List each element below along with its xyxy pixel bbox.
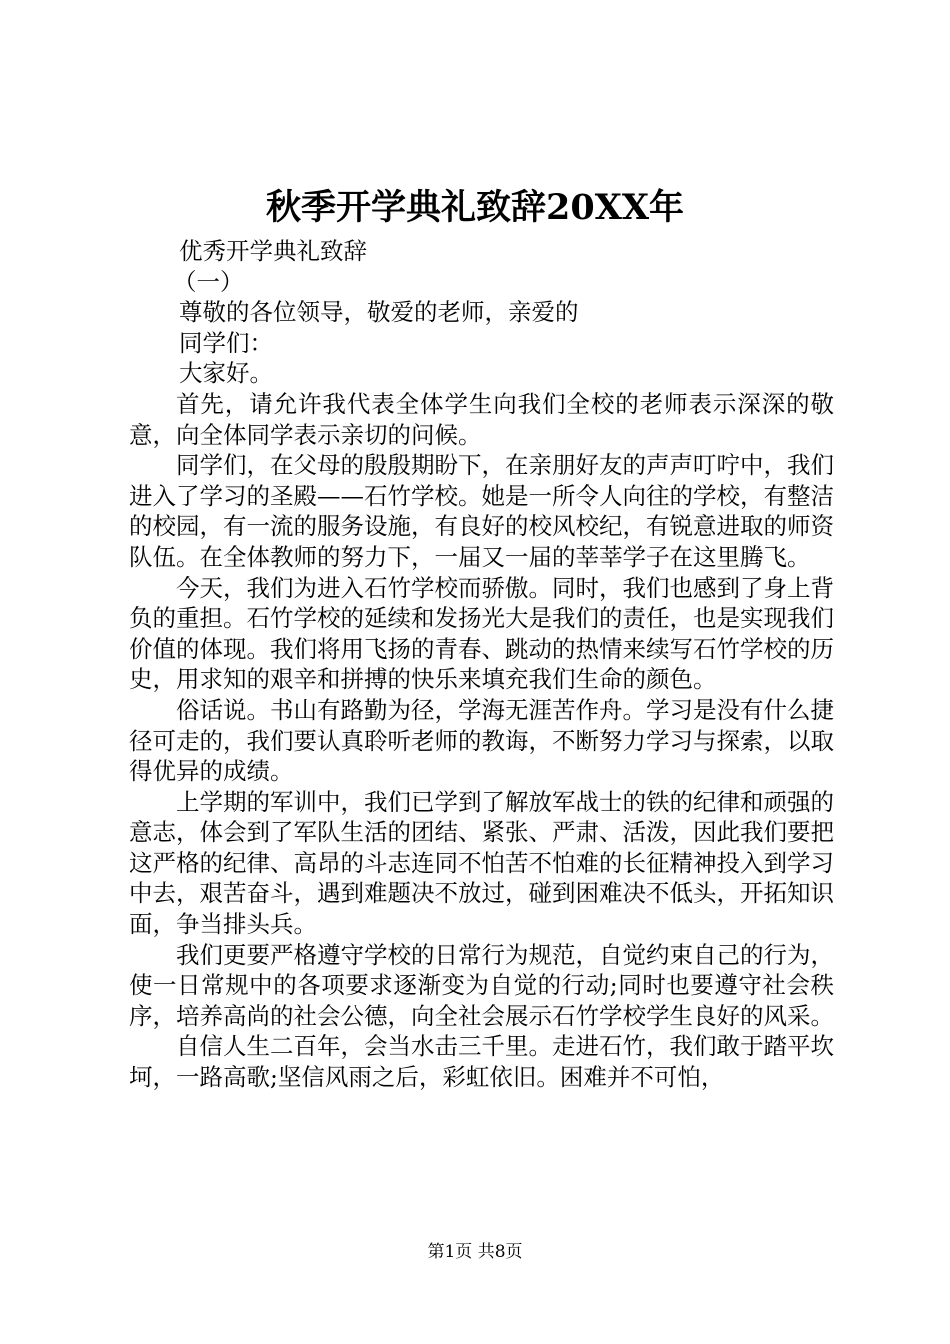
paragraph: 俗话说。书山有路勤为径，学海无涯苦作舟。学习是没有什么捷径可走的，我们要认真聆听老师的教诲，不断努力学习与探索，以取得优异的成绩。	[129, 695, 834, 786]
page-footer: 第1页 共8页	[427, 1242, 523, 1262]
paragraph: 首先，请允许我代表全体学生向我们全校的老师表示深深的敬意，向全体同学表示亲切的问候。	[129, 389, 834, 449]
document-title: 秋季开学典礼致辞20XX年	[265, 187, 685, 228]
greeting: 大家好。	[179, 359, 273, 388]
document-body	[129, 236, 834, 1093]
document-subtitle: 优秀开学典礼致辞	[179, 237, 367, 265]
paragraph: 我们更要严格遵守学校的日常行为规范，自觉约束自己的行为，使一日常规中的各项要求逐渐变为自觉的行动;同时也要遵守社会秩序，培养高尚的社会公德，向全社会展示石竹学校学生良好的风采。	[129, 940, 834, 1030]
salutation-line-1: 尊敬的各位领导，敬爱的老师，亲爱的	[179, 298, 579, 327]
paragraph: 同学们，在父母的殷殷期盼下，在亲朋好友的声声叮咛中，我们进入了学习的圣殿——石竹学校。她是一所令人向往的学校，有整洁的校园，有一流的服务设施，有良好的校风校纪，有锐意进取的师资队伍。在全体教师的努力下，一届又一届的莘莘学子在这里腾飞。	[129, 451, 834, 571]
section-number: （一）	[173, 267, 244, 296]
paragraph: 自信人生二百年，会当水击三千里。走进石竹，我们敢于踏平坎坷，一路高歌;坚信风雨之后，彩虹依旧。困难并不可怕，	[129, 1032, 834, 1092]
salutation-line-2: 同学们：	[179, 328, 273, 357]
paragraph: 今天，我们为进入石竹学校而骄傲。同时，我们也感到了身上背负的重担。石竹学校的延续和发扬光大是我们的责任，也是实现我们价值的体现。我们将用飞扬的青春、跳动的热情来续写石竹学校的历史，用求知的艰辛和拼搏的快乐来填充我们生命的颜色。	[129, 573, 834, 694]
paragraph: 上学期的军训中，我们已学到了解放军战士的铁的纪律和顽强的意志，体会到了军队生活的团结、紧张、严肃、活泼，因此我们要把这严格的纪律、高昂的斗志连同不怕苦不怕难的长征精神投入到学习中去，艰苦奋斗，遇到难题决不放过，碰到困难决不低头，开拓知识面，争当排头兵。	[129, 787, 834, 939]
